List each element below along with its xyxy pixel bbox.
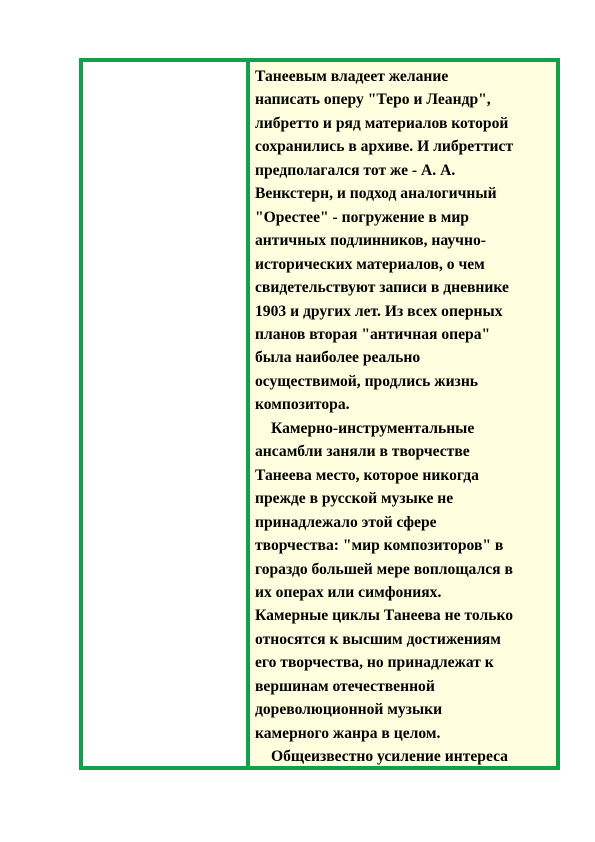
- text-line: камерного жанра в целом.: [255, 724, 441, 742]
- text-line: античных подлинников, научно-: [255, 232, 486, 250]
- text-line: была наиболее реально: [255, 349, 421, 367]
- text-line: Венкстерн, и подход аналогичный: [255, 185, 497, 203]
- text-line: ансамбли заняли в творчестве: [255, 443, 470, 461]
- text-line: творчества: "мир композиторов" в: [255, 537, 504, 555]
- body-text: [255, 65, 556, 766]
- paragraph-first-line: Общеизвестно усиление интереса: [271, 748, 508, 766]
- text-line: исторических материалов, о чем: [255, 255, 485, 273]
- text-line: либретто и ряд материалов которой: [255, 114, 509, 132]
- text-line: их операх или симфониях.: [255, 583, 442, 601]
- bordered-table: [79, 58, 560, 770]
- empty-left-cell: [83, 62, 246, 766]
- text-cell: [250, 62, 556, 766]
- text-line: осуществимой, продлись жизнь: [255, 372, 479, 390]
- text-line: 1903 и других лет. Из всех оперных: [255, 302, 503, 320]
- text-line: "Орестее" - погружение в мир: [255, 208, 469, 226]
- paragraph-first-line: Камерно-инструментальные: [271, 419, 475, 437]
- text-line: написать оперу "Теро и Леандр",: [255, 91, 491, 109]
- text-line: Танеевым владеет желание: [255, 68, 449, 85]
- text-line: его творчества, но принадлежат к: [255, 654, 494, 672]
- text-line: предполагался тот же - А. А.: [255, 161, 456, 179]
- text-line: композитора.: [255, 396, 350, 414]
- text-line: Камерные циклы Танеева не только: [255, 607, 514, 625]
- text-line: вершинам отечественной: [255, 677, 435, 695]
- text-line: планов вторая "античная опера": [255, 325, 491, 343]
- text-line: относятся к высшим достижениям: [255, 630, 501, 648]
- text-line: гораздо большей мере воплощался в: [255, 560, 513, 578]
- text-line: принадлежало этой сфере: [255, 513, 437, 531]
- text-line: прежде в русской музыке не: [255, 490, 454, 508]
- text-line: свидетельствуют записи в дневнике: [255, 279, 509, 297]
- text-line: сохранились в архиве. И либреттист: [255, 138, 514, 156]
- text-line: Танеева место, которое никогда: [255, 466, 479, 484]
- text-line: дореволюционной музыки: [255, 701, 443, 719]
